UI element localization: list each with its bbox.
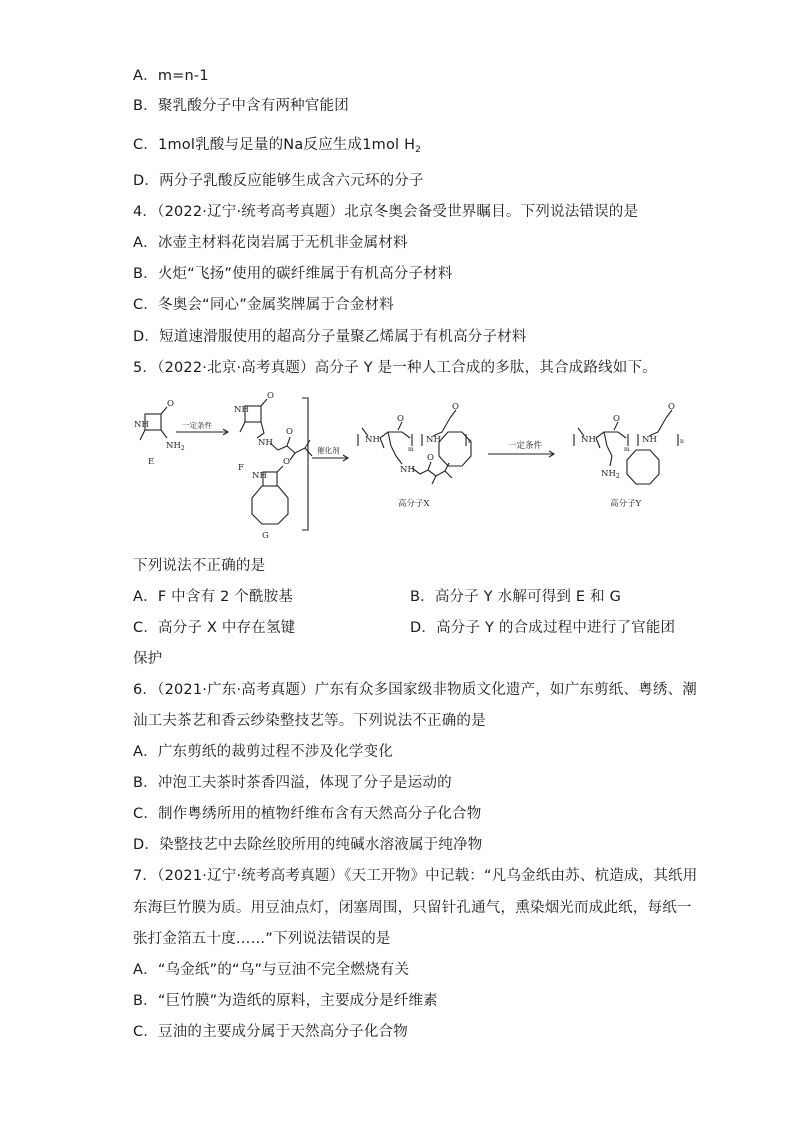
q6-option-d: D．染整技艺中去除丝胶所用的纯碱水溶液属于纯净物 <box>133 837 483 853</box>
g-carbonyl-o-label: O <box>283 457 290 467</box>
label-e: E <box>148 457 155 467</box>
q4-option-b: B．火炬“飞扬”使用的碳纤维属于有机高分子材料 <box>133 266 453 282</box>
q3-option-b: B．聚乳酸分子中含有两种官能团 <box>133 98 349 114</box>
f-nh-label: NH <box>234 405 249 415</box>
y-ring-o-label: O <box>668 402 675 412</box>
q3-option-c-subscript: 2 <box>415 145 422 155</box>
x-ring-nh-label: NH <box>426 435 441 445</box>
x-amide-o-label: O <box>427 453 434 463</box>
q5-question: 下列说法不正确的是 <box>133 558 266 574</box>
y-amino-subscript: 2 <box>615 473 620 480</box>
q5-option-a: A．F 中含有 2 个酰胺基 <box>133 589 294 605</box>
q5-option-c: C．高分子 X 中存在氢键 <box>133 620 296 636</box>
x-carbonyl-o-label: O <box>397 414 404 424</box>
y-subscript-m: m <box>624 446 630 453</box>
q7-option-a: A．“乌金纸”的“乌”与豆油不完全燃烧有关 <box>133 962 410 978</box>
q3-option-c-text: C．1mol乳酸与足量的Na反应生成1mol H <box>133 137 416 153</box>
y-amino-label <box>601 469 620 480</box>
y-carbonyl-o-label: O <box>613 414 620 424</box>
q4-option-c: C．冬奥会“同心”金属奖牌属于合金材料 <box>133 297 394 313</box>
x-subscript-n: n <box>468 438 472 445</box>
e-amino-subscript: 2 <box>180 445 185 452</box>
q4-option-d: D．短道速滑服使用的超高分子量聚乙烯属于有机高分子材料 <box>133 329 527 345</box>
e-amino-text: NH <box>166 441 181 451</box>
f-carbonyl-o-label: O <box>267 391 274 401</box>
q5-option-d-continued: 保护 <box>133 651 163 667</box>
x-amide-nh-label: NH <box>400 465 415 475</box>
e-carbonyl-o-label: O <box>167 399 174 409</box>
label-f: F <box>238 463 244 473</box>
e-nh-label: NH <box>134 420 149 430</box>
g-nh-label: NH <box>252 471 267 481</box>
q5-stem: 5．（2022·北京·高考真题）高分子 Y 是一种人工合成的多肽，其合成路线如下。 <box>133 360 657 376</box>
q6-option-a: A．广东剪纸的裁剪过程不涉及化学变化 <box>133 744 394 760</box>
polymer-y-octane-ring <box>627 450 659 484</box>
label-polymer-y: 高分子Y <box>610 499 642 509</box>
y-amino-text: NH <box>601 469 616 479</box>
q6-stem-line-2: 汕工夫茶艺和香云纱染整技艺等。下列说法不正确的是 <box>133 713 486 729</box>
q5-option-b: B．高分子 Y 水解可得到 E 和 G <box>410 589 622 605</box>
q4-option-a: A．冰壶主材料花岗岩属于无机非金属材料 <box>133 235 408 251</box>
label-polymer-x: 高分子X <box>398 499 430 509</box>
arrow-2-condition: 催化剂 <box>317 446 340 455</box>
q4-stem: 4．（2022·辽宁·统考高考真题）北京冬奥会备受世界瞩目。下列说法错误的是 <box>133 204 639 220</box>
y-subscript-n: n <box>680 438 684 445</box>
compound-g-octane-ring <box>252 486 288 524</box>
f-amide-o-label: O <box>286 427 293 437</box>
y-nh-label: NH <box>581 435 596 445</box>
y-ring-nh-label: NH <box>642 435 657 445</box>
q7-stem-line-3: 张打金箔五十度……”下列说法错误的是 <box>133 931 391 947</box>
q6-option-c: C．制作粤绣所用的植物纤维布含有天然高分子化合物 <box>133 806 482 822</box>
q3-option-a: A．m=n-1 <box>133 68 209 84</box>
e-amino-label <box>166 441 185 452</box>
x-ring-o-label: O <box>452 402 459 412</box>
q6-option-b: B．冲泡工夫茶时茶香四溢，体现了分子是运动的 <box>133 775 452 791</box>
f-amide-nh-label: NH <box>258 438 273 448</box>
synthesis-route-diagram <box>130 390 700 540</box>
x-nh-label: NH <box>365 435 380 445</box>
q7-stem-line-1: 7．（2021·辽宁·统考高考真题）《天工开物》中记载：“凡乌金纸由苏、杭造成，其纸用 <box>133 868 698 884</box>
q7-stem-line-2: 东海巨竹膜为质。用豆油点灯，闭塞周围，只留针孔通气，熏染烟光而成此纸，每纸一 <box>133 900 692 916</box>
q3-option-d: D．两分子乳酸反应能够生成含六元环的分子 <box>133 173 424 189</box>
q6-stem-line-1: 6．（2021·广东·高考真题）广东有众多国家级非物质文化遗产，如广东剪纸、粤绣、潮 <box>133 682 697 698</box>
q7-option-c: C．豆油的主要成分属于天然高分子化合物 <box>133 1024 408 1040</box>
q5-option-d: D．高分子 Y 的合成过程中进行了官能团 <box>410 620 676 636</box>
arrow-3-condition: 一定条件 <box>508 441 543 451</box>
x-subscript-m: m <box>408 446 414 453</box>
q3-option-c <box>133 135 421 160</box>
q7-option-b: B．“巨竹膜”为造纸的原料，主要成分是纤维素 <box>133 993 438 1009</box>
label-g: G <box>262 531 269 540</box>
arrow-1-condition: 一定条件 <box>182 421 212 430</box>
